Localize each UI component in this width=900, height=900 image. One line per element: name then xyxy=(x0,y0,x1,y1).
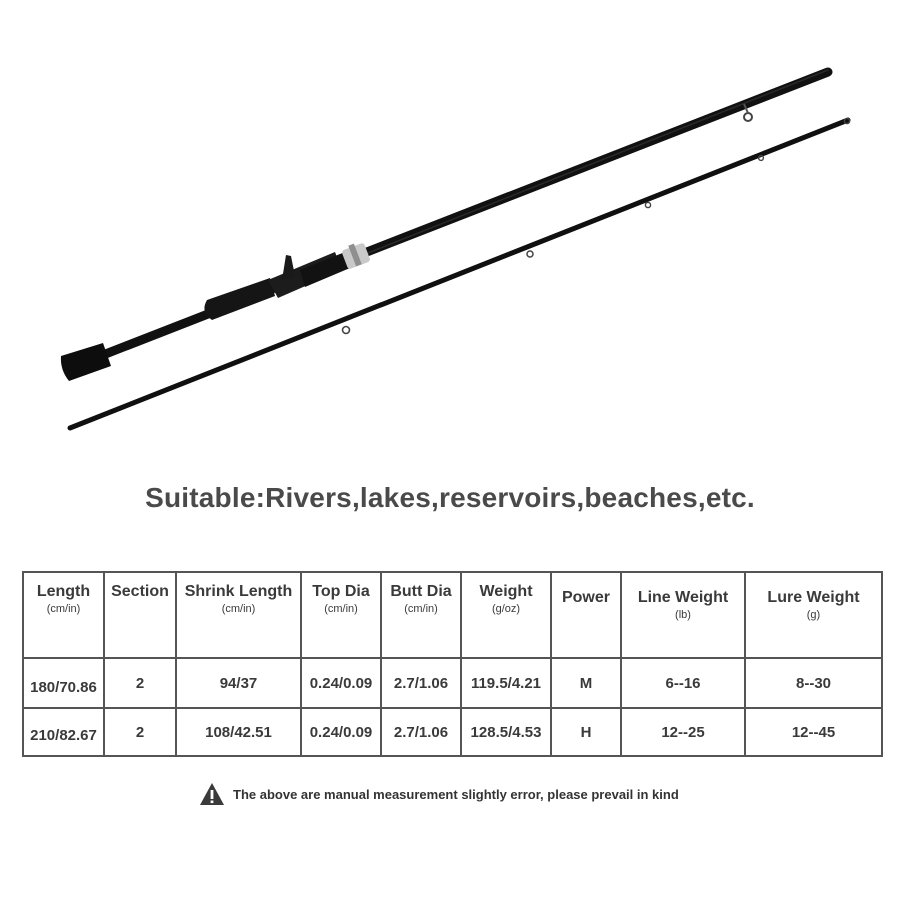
spec-header-row xyxy=(23,572,882,658)
cell-section: 2 xyxy=(104,658,176,708)
note-text: The above are manual measurement slightly error, please prevail in kind xyxy=(233,786,679,802)
spec-table xyxy=(22,571,883,757)
cell-butt-dia: 2.7/1.06 xyxy=(381,708,461,756)
table-row xyxy=(23,708,882,756)
cell-shrink-length: 94/37 xyxy=(176,658,301,708)
cell-line-weight: 12--25 xyxy=(621,708,745,756)
cell-weight: 128.5/4.53 xyxy=(461,708,551,756)
header-shrink-length xyxy=(176,572,301,658)
measurement-note xyxy=(199,782,679,806)
cell-power: H xyxy=(551,708,621,756)
table-row xyxy=(23,658,882,708)
cell-top-dia: 0.24/0.09 xyxy=(301,658,381,708)
header-unit: (cm/in) xyxy=(324,603,358,615)
header-unit: (cm/in) xyxy=(221,603,256,615)
header-unit: (lb) xyxy=(675,609,691,621)
cell-lure-weight: 8--30 xyxy=(745,658,882,708)
cell-length: 180/70.86 xyxy=(23,658,104,708)
cell-weight: 119.5/4.21 xyxy=(461,658,551,708)
header-unit: (cm/in) xyxy=(404,603,438,615)
cell-section: 2 xyxy=(104,708,176,756)
header-label: Shrink Length xyxy=(184,583,293,600)
cell-line-weight: 6--16 xyxy=(621,658,745,708)
header-top-dia xyxy=(301,572,381,658)
header-power xyxy=(551,572,621,658)
header-label: Butt Dia xyxy=(390,583,452,600)
cell-shrink-length: 108/42.51 xyxy=(176,708,301,756)
rod-tip-section xyxy=(70,118,850,428)
header-length xyxy=(23,572,104,658)
header-label: Section xyxy=(111,583,169,600)
cell-length: 210/82.67 xyxy=(23,708,104,756)
header-lure-weight xyxy=(745,572,882,658)
cell-top-dia: 0.24/0.09 xyxy=(301,708,381,756)
cell-lure-weight: 12--45 xyxy=(745,708,882,756)
header-weight xyxy=(461,572,551,658)
suitable-headline: Suitable:Rivers,lakes,reservoirs,beaches,etc. xyxy=(145,482,755,513)
header-label: Power xyxy=(561,589,610,606)
header-label: Weight xyxy=(479,583,533,600)
header-unit: (cm/in) xyxy=(46,603,81,615)
header-label: Top Dia xyxy=(312,583,370,600)
cell-power: M xyxy=(551,658,621,708)
header-line-weight xyxy=(621,572,745,658)
rod-butt-section xyxy=(61,70,828,381)
header-label: Lure Weight xyxy=(767,589,860,606)
header-label: Length xyxy=(36,583,91,600)
header-unit: (g) xyxy=(806,609,821,621)
cell-butt-dia: 2.7/1.06 xyxy=(381,658,461,708)
header-unit: (g/oz) xyxy=(491,603,521,615)
header-section xyxy=(104,572,176,658)
warning-icon xyxy=(199,782,225,806)
header-butt-dia xyxy=(381,572,461,658)
header-label: Line Weight xyxy=(637,589,729,606)
